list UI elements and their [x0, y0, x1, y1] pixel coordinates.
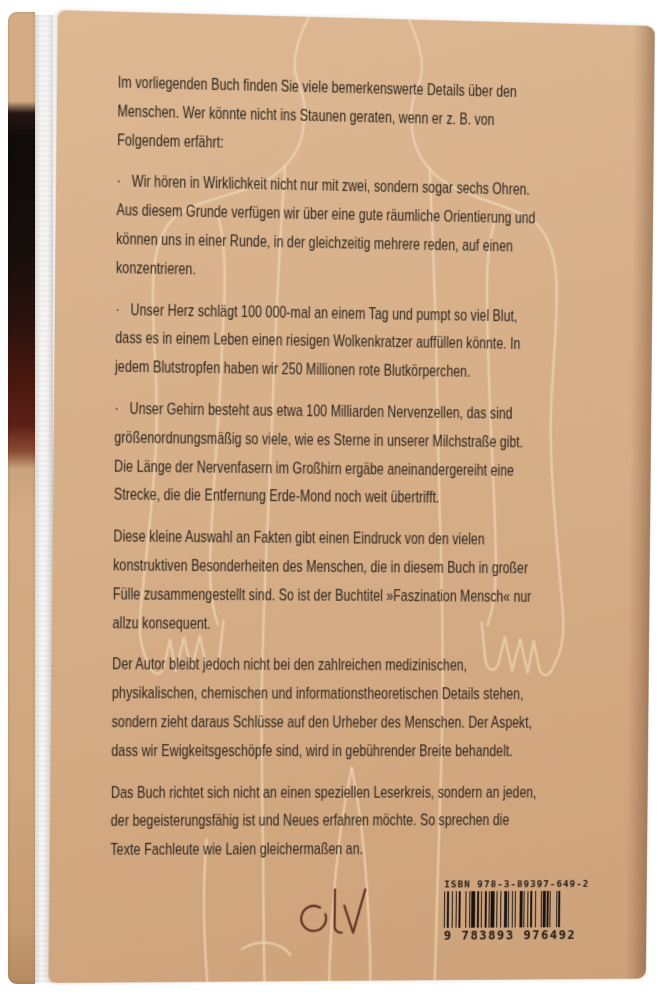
bullet-paragraph: [114, 395, 558, 514]
back-cover-text: [110, 69, 561, 878]
isbn-label: ISBN 978-3-89397-649-2: [444, 878, 590, 891]
text-line: sondern zieht daraus Schlüsse auf den Urheber des Menschen. Der Aspekt,: [111, 712, 533, 732]
text-line: konzentrieren.: [115, 257, 197, 279]
text-line: Die Länge der Nervenfasern im Großhirn ergäbe aneinandergereiht eine: [113, 456, 515, 480]
bullet-paragraph: [116, 168, 560, 291]
text-line: Strecke, die die Entfernung Erde-Mond noch weit übertrifft.: [113, 484, 440, 507]
text-line: dass es in einem Leben einen riesigen Wolkenkratzer auffüllen könnte. In: [115, 328, 521, 354]
text-line: dass wir Ewigkeitsgeschöpfe sind, wird in gebührender Breite behandelt.: [111, 740, 513, 760]
clv-logo: [298, 883, 367, 943]
text-line: Das Buch richtet sich nicht an einen speziellen Leserkreis, sondern an jeden,: [110, 782, 537, 802]
text-line: Fülle zusammengestellt sind. So ist der Buchtitel »Faszination Mensch« nur: [112, 584, 532, 606]
text-line: größenordnungsmäßig so viele, wie es Sterne in unserer Milchstraße gibt.: [114, 427, 524, 452]
paragraph: [111, 651, 555, 766]
barcode: [444, 879, 590, 943]
text-line: Der Autor bleibt jedoch nicht bei den zahlreichen medizinischen,: [112, 654, 468, 675]
text-line: der begeisterungsfähig ist und Neues erfahren möchte. So sprechen die: [110, 810, 510, 831]
ean-number: 9 783893 976492: [443, 927, 577, 943]
text-line: physikalischen, chemischen und informationstheoretischen Details stehen,: [111, 683, 524, 704]
text-line: Menschen. Wer könnte nicht ins Staunen geraten, wenn er z. B. von: [117, 101, 495, 129]
text-line: · Unser Gehirn besteht aus etwa 100 Milliarden Nervenzellen, das sind: [114, 398, 513, 423]
text-line: können uns in einer Runde, in der gleichzeitig mehrere reden, auf einen: [116, 229, 513, 256]
text-line: allzu konsequent.: [112, 612, 211, 633]
text-line: Folgendem erfährt:: [117, 130, 224, 152]
text-line: Diese kleine Auswahl an Fakten gibt einen Eindruck von den vielen: [113, 526, 485, 549]
clv-letter-v: [344, 889, 365, 932]
text-line: Im vorliegenden Buch finden Sie viele bemerkenswerte Details über den: [117, 72, 517, 102]
text-line: · Wir hören in Wirklichkeit nicht nur mit zwei, sondern sogar sechs Ohren.: [116, 171, 530, 200]
back-cover: [48, 10, 655, 983]
text-line: Texte Fachleute wie Laien gleichermaßen an.: [110, 839, 364, 859]
clv-letter-l: [335, 889, 343, 932]
text-line: konstruktiven Besonderheiten des Menschen, die in diesem Buch in großer: [113, 555, 529, 578]
book: [8, 10, 664, 988]
text-line: jedem Blutstropfen haben wir 250 Millionen rote Blutkörperchen.: [114, 357, 471, 381]
text-line: Aus diesem Grunde verfügen wir über eine gute räumliche Orientierung und: [116, 200, 536, 228]
paragraph: [117, 69, 561, 165]
paragraph: [110, 778, 554, 864]
text-line: · Unser Herz schlägt 100 000-mal an einem Tag und pumpt so viel Blut,: [115, 299, 518, 325]
paragraph: [112, 523, 556, 640]
barcode-bars: [444, 891, 589, 928]
bullet-paragraph: [115, 296, 559, 388]
front-cover-spine-edge: [8, 12, 35, 984]
clv-letter-c: [301, 906, 326, 931]
